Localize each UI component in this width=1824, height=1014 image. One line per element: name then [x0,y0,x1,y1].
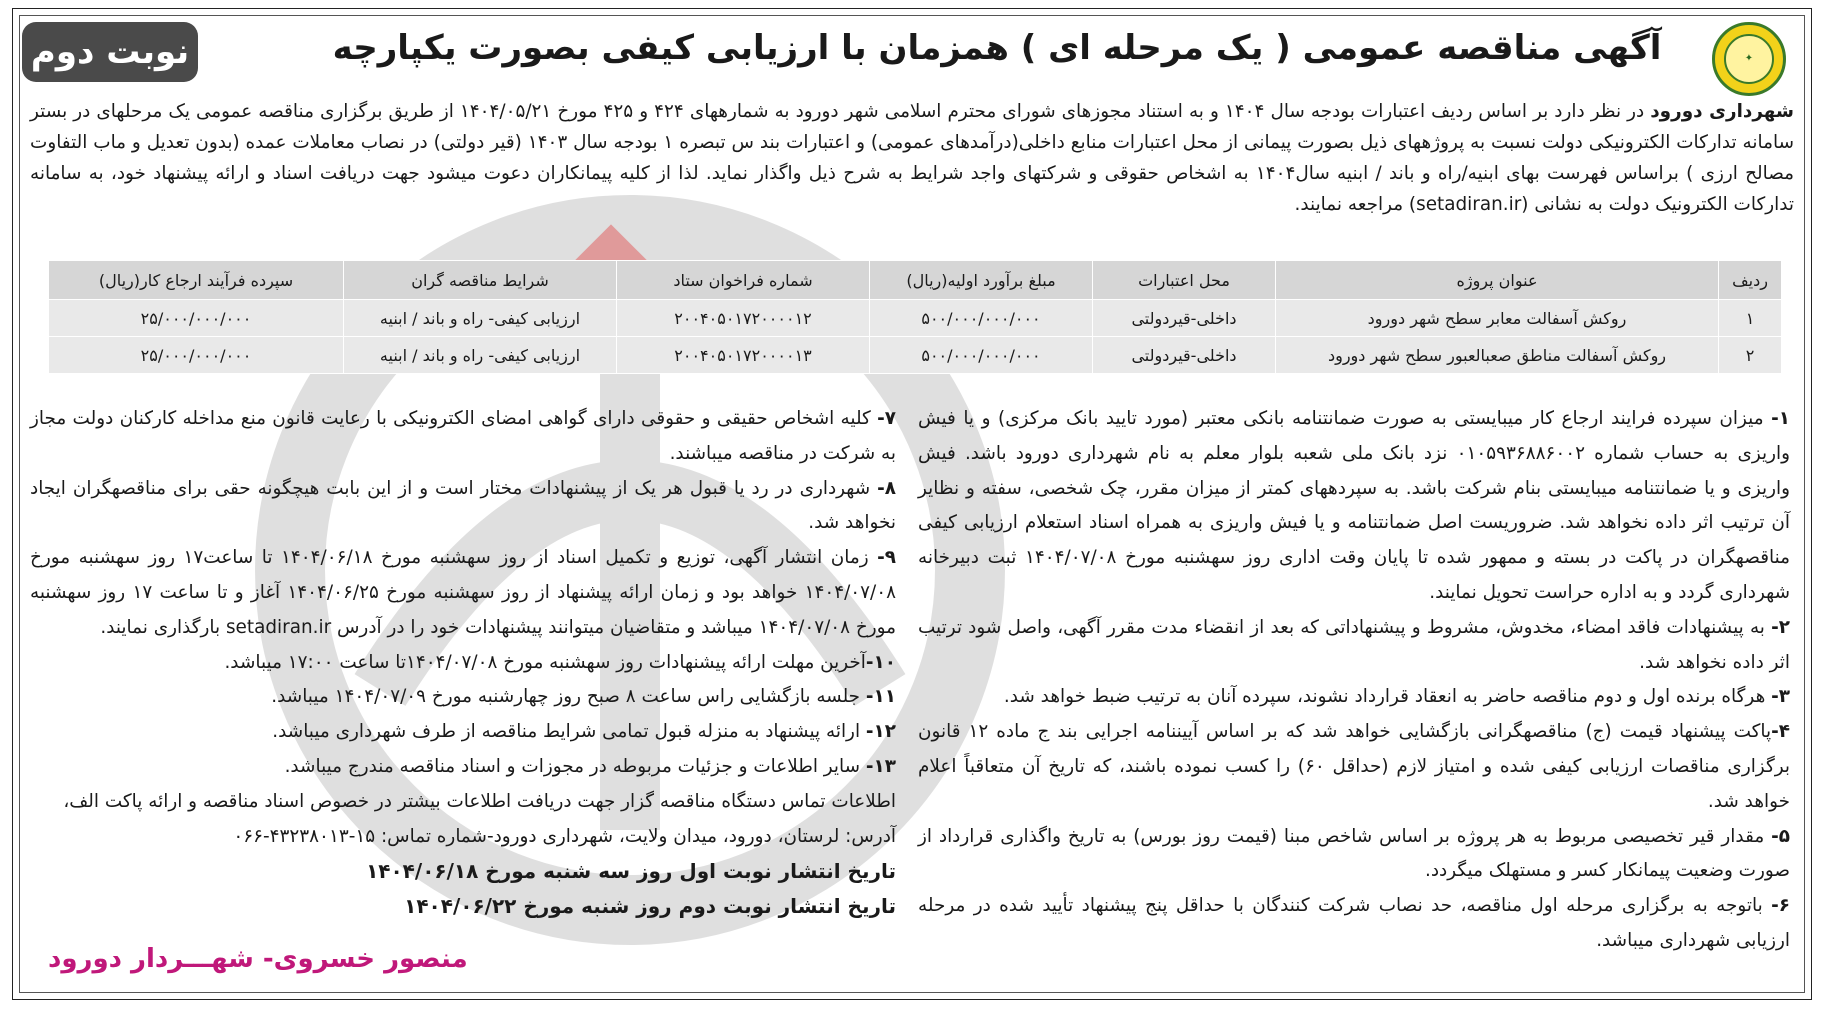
cell-deposit: ۲۵/۰۰۰/۰۰۰/۰۰۰ [49,300,344,337]
conditions-column-right [918,402,1790,959]
contact-info: اطلاعات تماس دستگاه مناقصه گزار جهت دریافت اطلاعات بیشتر در خصوص اسناد مناقصه و ارائه پاکت الف، [63,790,896,812]
th-funding-source: محل اعتبارات [1093,261,1276,300]
clause [30,715,896,750]
th-row-no: ردیف [1719,261,1782,300]
th-project-title: عنوان پروژه [1276,261,1719,300]
clause-number: ۱۱- [865,686,896,708]
clause [918,715,1790,819]
clause-text: آخرین مهلت ارائه پیشنهادات روز سهشنبه مورخ ۱۴۰۴/۰۷/۰۸تا ساعت ۱۷:۰۰ میباشد. [224,651,866,673]
cell-conditions: ارزیابی کیفی- راه و باند / ابنیه [344,300,617,337]
clause [918,820,1790,890]
page-title: آگهی مناقصه عمومی ( یک مرحله ای ) همزمان با ارزیابی کیفی بصورت یکپارچه [332,28,1662,68]
th-deposit: سپرده فرآیند ارجاع کار(ریال) [49,261,344,300]
municipality-logo-icon [1712,22,1786,96]
cell-row-no: ۱ [1719,300,1782,337]
clause-text: زمان انتشار آگهی، توزیع و تکمیل اسناد از روز سهشنبه مورخ ۱۴۰۴/۰۶/۱۸ تا ساعت۱۷ روز سهشنبه مورخ ۱۴۰۴/۰۷/۰۸ خواهد بود و زمان ارائه پیشنهاد از روز سهشنبه مورخ ۱۴۰۴/۰۶/۲۵ آغاز و تا ساعت ۱۷ روز سهشنبه مورخ ۱۴۰۴/۰۷/۰۸ میباشد و متقاضیان میتوانند پیشنهادات خود را در آدرس setadiran.ir بارگذاری نمایند. [30,547,896,638]
cell-funding-source: داخلی-قیردولتی [1093,300,1276,337]
clause-text: هرگاه برنده اول و دوم مناقصه حاضر به انعقاد قرارداد نشوند، سپرده آنان به ترتیب ضبط خواهد شد. [1003,686,1772,708]
cell-conditions: ارزیابی کیفی- راه و باند / ابنیه [344,337,617,374]
clause [918,402,1790,611]
clause-number: ۲- [1771,616,1790,638]
clause-text: مقدار قیر تخصیصی مربوط به هر پروژه بر اساس شاخص مبنا (قیمت روز بورس) به تاریخ واگذاری قرارداد از صورت وضعیت پیمانکار کسر و مستهلک میگردد. [918,825,1790,882]
clause-text: شهرداری در رد یا قبول هر یک از پیشنهادات مختار است و از این بابت هیچگونه حقی برای مناقصهگران ایجاد نخواهد شد. [30,477,896,534]
clause-number: ۱۰- [865,651,896,673]
cell-deposit: ۲۵/۰۰۰/۰۰۰/۰۰۰ [49,337,344,374]
clause [918,611,1790,681]
conditions-column-left [30,402,896,924]
contact-address: آدرس: لرستان، دورود، میدان ولایت، شهرداری دورود-شماره تماس: ۱۵-۴۳۲۳۸۰۱۳-۰۶۶ [233,825,896,847]
clause [918,680,1790,715]
cell-estimate: ۵۰۰/۰۰۰/۰۰۰/۰۰۰ [870,300,1093,337]
th-estimate: مبلغ برآورد اولیه(ریال) [870,261,1093,300]
table-header-row [49,261,1782,300]
clause-number: ۶- [1771,895,1790,917]
th-conditions: شرایط مناقصه گران [344,261,617,300]
clause [30,541,896,645]
clause-number: ۴- [1771,721,1790,743]
cell-project-title: روکش آسفالت معابر سطح شهر دورود [1276,300,1719,337]
clause-text: میزان سپرده فرایند ارجاع کار میبایستی به صورت ضمانتنامه بانکی معتبر (مورد تایید بانک مرکزی) و یا فیش واریزی به حساب شماره ۰۱۰۵۹۳۶۸۸۶۰۰۲ نزد بانک ملی شعبه بلوار معلم به نام شهرداری دورود باشد. فیش واریزی و یا ضمانتنامه میبایستی بنام شرکت باشد. به سپردههای کمتر از میزان مقرر، چک شخصی، سفته و نظایر آن ترتیب اثر داده نخواهد شد. ضروریست اصل ضمانتنامه و یا فیش واریزی به همراه اسناد استعلام ارزیابی کیفی مناقصهگران در پاکت در بسته و ممهور شده تا پایان وقت اداری روز سهشنبه مورخ ۱۴۰۴/۰۷/۰۸ ثبت دبیرخانه شهرداری گردد و به اداره حراست تحویل نمایند. [918,408,1790,603]
clause-text: سایر اطلاعات و جزئیات مربوطه در مجوزات و اسناد مناقصه مندرج میباشد. [284,755,866,777]
table-row [49,300,1782,337]
clause [30,402,896,472]
clause [30,680,896,715]
round-badge: نوبت دوم [22,22,198,82]
intro-lead: شهرداری دورود [1650,101,1795,122]
cell-call-number: ۲۰۰۴۰۵۰۱۷۲۰۰۰۰۱۳ [617,337,870,374]
clause-text: به پیشنهادات فاقد امضاء، مخدوش، مشروط و پیشنهاداتی که بعد از انقضاء مدت مقرر آگهی، واصل شود ترتیب اثر داده نخواهد شد. [918,616,1790,673]
clause-number: ۱۲- [865,721,896,743]
th-call-number: شماره فراخوان ستاد [617,261,870,300]
intro-text: در نظر دارد بر اساس ردیف اعتبارات بودجه سال ۱۴۰۴ و به استناد مجوزهای شورای محترم اسلامی شهر دورود به شمارههای ۴۲۴ و ۴۲۵ مورخ ۱۴۰۴/۰۵/۲۱ از طریق برگزاری مناقصه عمومی یک مرحلهای در بستر سامانه تدارکات الکترونیکی دولت نسبت به پروژههای ذیل بصورت پیمانی از محل اعتبارات منابع داخلی(درآمدهای عمومی) و اعتبارات بند س تبصره ۱ بودجه سال ۱۴۰۳ (قیر دولتی) در نصاب معاملات عمده (بدون تعدیل و ماب التفاوت مصالح ارزی ) براساس فهرست بهای ابنیه/راه و باند / ابنیه سال۱۴۰۴ به اشخاص حقوقی و شرکتهای واجد شرایط به شرح ذیل واگذار نماید. لذا از کلیه پیمانکاران دعوت میشود جهت دریافت اسناد و ارائه پیشنهاد خود، به سامانه تدارکات الکترونیک دولت به نشانی (setadiran.ir) مراجعه نمایند. [30,101,1794,215]
cell-call-number: ۲۰۰۴۰۵۰۱۷۲۰۰۰۰۱۲ [617,300,870,337]
cell-row-no: ۲ [1719,337,1782,374]
clause-text: جلسه بازگشایی راس ساعت ۸ صبح روز چهارشنبه مورخ ۱۴۰۴/۰۷/۰۹ میباشد. [271,686,866,708]
publish-date-second: تاریخ انتشار نوبت دوم روز شنبه مورخ ۱۴۰۴/۰۶/۲۲ [404,894,896,919]
intro-paragraph [30,96,1794,220]
cell-funding-source: داخلی-قیردولتی [1093,337,1276,374]
cell-estimate: ۵۰۰/۰۰۰/۰۰۰/۰۰۰ [870,337,1093,374]
clause-number: ۸- [877,477,896,499]
publish-date-first: تاریخ انتشار نوبت اول روز سه شنبه مورخ ۱۴۰۴/۰۶/۱۸ [366,859,896,884]
clause-number: ۳- [1771,686,1790,708]
clause-number: ۱- [1771,408,1790,429]
projects-table [48,260,1782,374]
clause-text: پاکت پیشنهاد قیمت (ج) مناقصهگرانی بازگشایی خواهد شد که بر اساس آییننامه اجرایی بند ج ماده ۱۲ قانون برگزاری مناقصات ارزیابی کیفی شده و امتیاز لازم (حداقل ۶۰) را کسب نموده باشند، که تاریخ آن متعاقباً اعلام خواهد شد. [918,721,1790,812]
header [18,16,1806,94]
clause-number: ۹- [877,547,896,569]
clause-number: ۷- [877,408,896,429]
clause [30,750,896,785]
clause-text: ارائه پیشنهاد به منزله قبول تمامی شرایط مناقصه از طرف شهرداری میباشد. [272,721,866,743]
logo-inner: ✦ [1724,34,1774,84]
table-row [49,337,1782,374]
clause-text: کلیه اشخاص حقیقی و حقوقی دارای گواهی امضای الکترونیکی با رعایت قانون منع مداخله کارکنان دولت مجاز به شرکت در مناقصه میباشند. [30,408,896,464]
clause [918,889,1790,959]
clause [30,646,896,681]
cell-project-title: روکش آسفالت مناطق صعبالعبور سطح شهر دورود [1276,337,1719,374]
clause [30,472,896,542]
clause-number: ۱۳- [865,755,896,777]
clause-text: باتوجه به برگزاری مرحله اول مناقصه، حد نصاب شرکت کنندگان با حداقل پنج پیشنهاد تأیید شده در مرحله ارزیابی شهرداری میباشد. [918,895,1790,951]
clause-number: ۵- [1771,825,1790,847]
mayor-signature: منصور خسروی- شهـــردار دورود [48,944,468,974]
